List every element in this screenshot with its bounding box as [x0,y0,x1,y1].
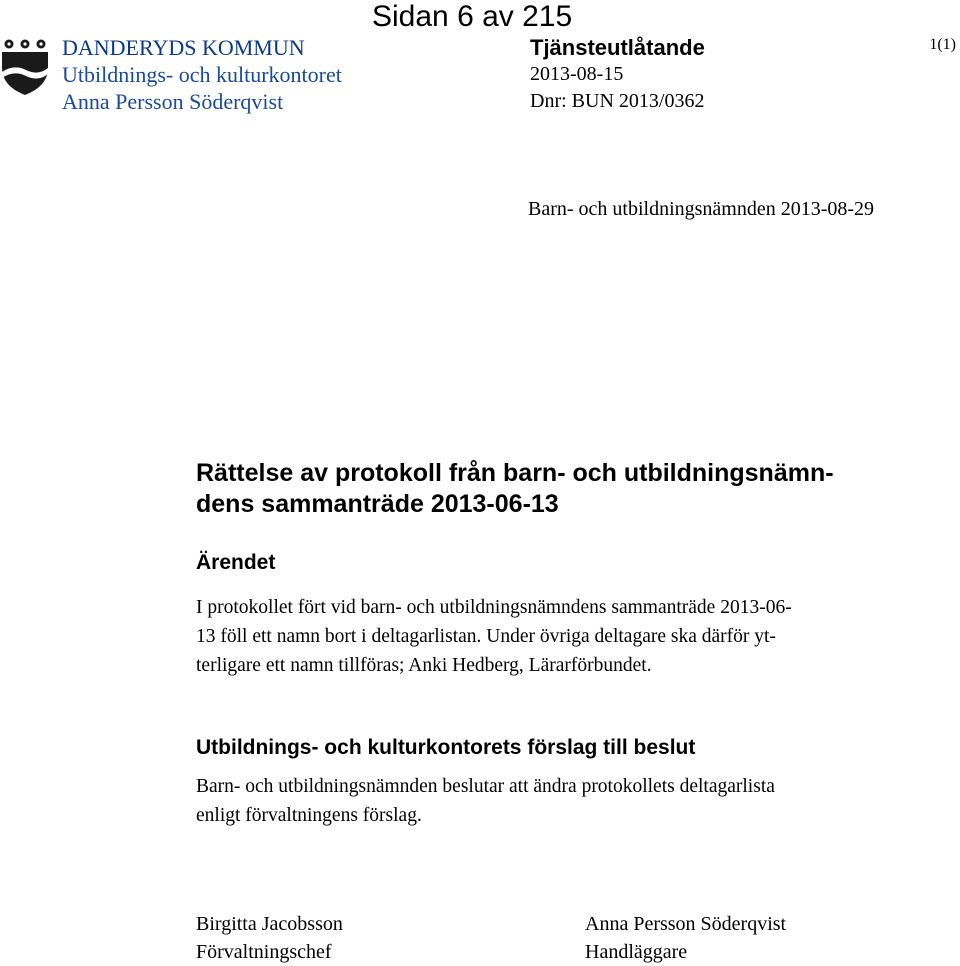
section-heading-forslag: Utbildnings- och kulturkontorets förslag till beslut [196,736,696,759]
section-heading-arendet: Ärendet [196,551,276,574]
organization-block [62,34,342,115]
body-line: Barn- och utbildningsnämnden beslutar att ändra protokollets deltagarlista [196,776,775,797]
municipal-coat-of-arms-icon [2,38,48,96]
signature-title: Förvaltningschef [196,941,332,963]
signature-block [585,910,786,966]
signature-name: Anna Persson Söderqvist [585,913,787,935]
body-line: I protokollet fört vid barn- och utbildningsnämndens sammanträde 2013-06- [196,597,792,618]
title-line: dens sammanträde 2013-06-13 [196,490,559,518]
document-type: Tjänsteutlåtande [530,35,705,60]
signature-block [196,910,343,966]
organization-name: DANDERYDS KOMMUN [62,35,305,60]
author-name: Anna Persson Söderqvist [62,89,284,114]
document-title [196,458,834,520]
document-info-block [530,34,705,115]
title-line: Rättelse av protokoll från barn- och utbildningsnämn- [196,459,834,487]
signature-title: Handläggare [585,941,688,963]
signature-name: Birgitta Jacobsson [196,913,343,935]
body-line: 13 föll ett namn bort i deltagarlistan. Under övriga deltagare ska därför yt- [196,626,776,647]
department-name: Utbildnings- och kulturkontoret [62,62,342,87]
document-number: Dnr: BUN 2013/0362 [530,90,705,112]
section-body-arendet [196,593,792,680]
page-number: 1(1) [929,36,956,53]
section-body-forslag [196,772,775,830]
body-line: terligare ett namn tillföras; Anki Hedberg, Lärarförbundet. [196,655,652,676]
page-counter: Sidan 6 av 215 [372,0,573,33]
meeting-reference: Barn- och utbildningsnämnden 2013-08-29 [528,198,875,220]
document-date: 2013-08-15 [530,63,624,85]
body-line: enligt förvaltningens förslag. [196,805,422,826]
